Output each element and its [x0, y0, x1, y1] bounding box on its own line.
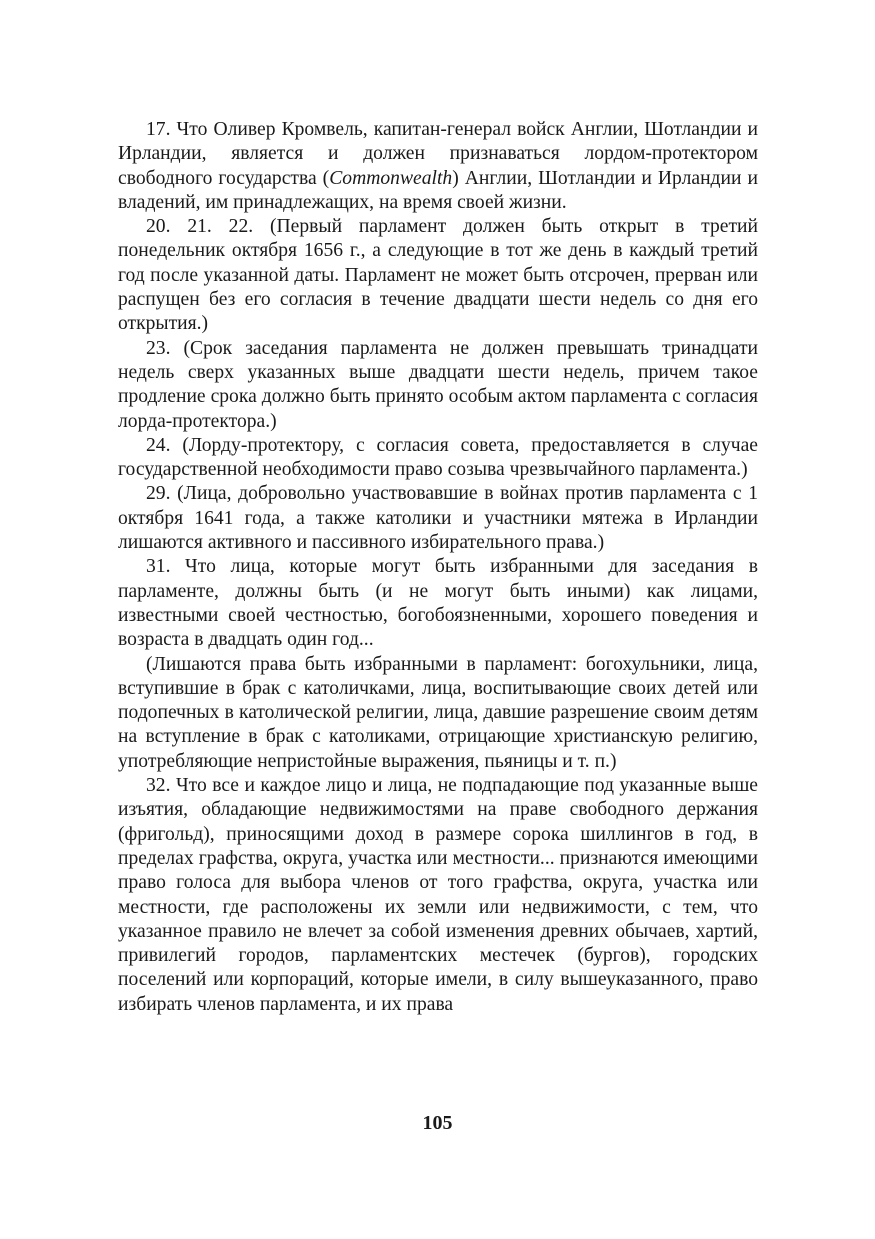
paragraph-32: 32. Что все и каждое лицо и лица, не подпадающие под указанные выше изъятия, обладающие недвижимостями на праве свободного держания (фригольд), приносящими доход в размере сорока шиллингов в год, в пределах графства, округа, участка или местности... признаются имеющими право голоса для выбора членов от того графства, округа, участка или местности, где расположены их земли или недвижимости, с тем, что указанное правило не влечет за собой изменения древних обычаев, хартий, привилегий городов, парламентских местечек (бургов), городских поселений или корпораций, которые имели, в силу вышеуказанного, право избирать членов парламента, и их права: [118, 775, 758, 1015]
commonwealth-term: Commonwealth: [329, 167, 453, 189]
paragraph-29: 29. (Лица, добровольно участвовавшие в войнах против парламента с 1 октября 1641 года, а также католики и участники мятежа в Ирландии лишаются активного и пассивного избирательного права.): [118, 483, 758, 554]
body-text: [118, 118, 758, 1017]
paragraph-23: 23. (Срок заседания парламента не должен превышать тринадцати недель сверх указанных выше двадцати шести недель, причем такое продление срока должно быть принято особым актом парламента с согласия лорда-протектора.): [118, 337, 758, 432]
page-number: 105: [422, 1112, 453, 1134]
paragraph-31-exclusions: (Лишаются права быть избранными в парламент: богохульники, лица, вступившие в брак с католичками, лица, воспитывающие своих детей или подопечных в католической религии, лица, давшие разрешение своим детям на вступление в брак с католиками, отрицающие христианскую религию, употребляющие непристойные выражения, пьяницы и т. п.): [118, 653, 758, 772]
paragraph-17: [118, 118, 758, 215]
paragraph-17-end: ) Англии, Шотландии и Ирландии и владений, им принадлежащих, на время своей жизни.: [118, 167, 758, 213]
paragraph-31: 31. Что лица, которые могут быть избранными для заседания в парламенте, должны быть (и не могут быть иными) как лицами, известными своей честностью, богобоязненными, хорошего поведения и возраста в двадцать один год...: [118, 556, 758, 651]
paragraph-17-start: 17. Что Оливер Кромвель, капитан-генерал войск Англии, Шотландии и Ирландии, является и должен признаваться лордом-протектором свободного государства (: [118, 119, 758, 189]
paragraph-20-22: 20. 21. 22. (Первый парламент должен быть открыт в третий понедельник октября 1656 г., а следующие в тот же день в каждый третий год после указанной даты. Парламент не может быть отсрочен, прерван или распущен без его согласия в течение двадцати шести недель со дня его открытия.): [118, 216, 758, 335]
paragraph-24: 24. (Лорду-протектору, с согласия совета, предоставляется в случае государственной необходимости право созыва чрезвычайного парламента.): [118, 434, 758, 481]
